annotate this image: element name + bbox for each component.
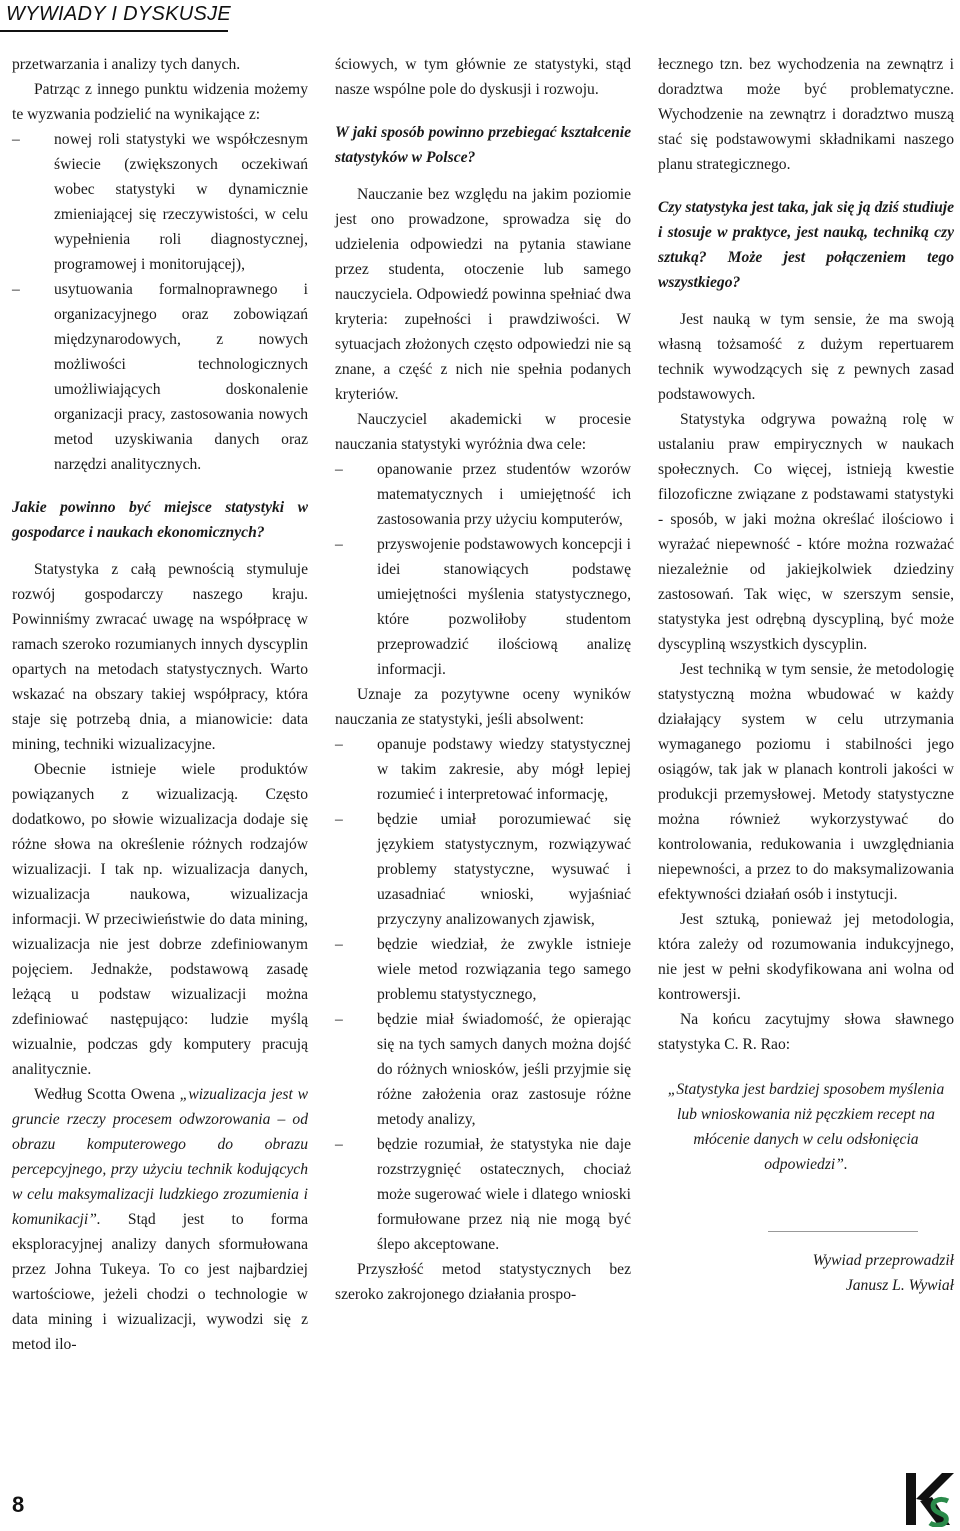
list-item <box>335 532 631 682</box>
list-item <box>335 457 631 532</box>
list-item-text: opanuje podstawy wiedzy statystycznej w takim zakresie, aby mógł lepiej rozumieć i interpretować informację, <box>377 736 631 803</box>
ks-logo <box>902 1471 954 1527</box>
paragraph: Jest sztuką, ponieważ jej metodologia, która zależy od rozumowania indukcyjnego, nie jest w pełni skodyfikowana ani wolna od kontrowersji. <box>658 911 954 1003</box>
dash-bullet: – <box>335 536 343 553</box>
list-item <box>335 1007 631 1132</box>
list-item-text: nowej roli statystyki we współczesnym świecie (zwiększonych oczekiwań wobec statystyki w dynamicznie zmieniającej się rzeczywistości, w celu wypełnienia roli diagnostycznej, programowej i monitorującej), <box>54 131 308 273</box>
list-item-text: będzie miał świadomość, że opierając się na tych samych danych można dojść do różnych wniosków, jeśli przyjmie się różne założenia oraz zastosuje różne metody analizy, <box>377 1011 631 1128</box>
page-number: 8 <box>12 1492 25 1517</box>
list-item-text: będzie umiał porozumiewać się językiem statystycznym, rozwiązywać problemy statystyczne, wysuwać i uzasadniać wnioski, wyjaśniać przyczyny analizowanych zjawisk, <box>377 811 631 928</box>
interview-question: Czy statystyka jest taka, jak się ją dziś studiuje i stosuje w praktyce, jest nauką, techniką czy sztuką? Może jest połączeniem tego wszystkiego? <box>658 199 954 291</box>
section-title: WYWIADY I DYSKUSJE <box>6 3 232 25</box>
dash-bullet: – <box>335 1011 343 1028</box>
signature-line-1: Wywiad przeprowadził <box>812 1252 954 1269</box>
paragraph: Uznaje za pozytywne oceny wyników nauczania ze statystyki, jeśli absolwent: <box>335 686 631 728</box>
list-item-text: przyswojenie podstawowych koncepcji i idei stanowiących podstawę umiejętności myślenia statystycznego, które pozwoliłoby studentom przeprowadzić ilościową analizę informacji. <box>377 536 631 678</box>
interview-question: Jakie powinno być miejsce statystyki w gospodarce i naukach ekonomicznych? <box>12 499 308 541</box>
paragraph <box>12 1082 308 1357</box>
paragraph: ściowych, w tym głównie ze statystyki, stąd nasze wspólne pole do dyskusji i rozwoju. <box>335 56 631 98</box>
dash-bullet: – <box>335 736 343 753</box>
paragraph: Na końcu zacytujmy słowa sławnego statystyka C. R. Rao: <box>658 1011 954 1053</box>
dash-bullet: – <box>335 811 343 828</box>
paragraph: Jest nauką w tym sensie, że ma swoją własną tożsamość z dużym repertuarem technik wywodzących się z pewnych zasad podstawowych. <box>658 311 954 403</box>
dash-bullet: – <box>12 131 20 148</box>
dash-bullet: – <box>335 936 343 953</box>
dash-bullet: – <box>335 1136 343 1153</box>
section-header <box>0 0 960 36</box>
header-underline <box>0 30 228 32</box>
rao-quote: „Statystyka jest bardziej sposobem myślenia lub wnioskowania niż pęczkiem recept na młócenie danych w celu odsłonięcia odpowiedzi”. <box>667 1081 945 1173</box>
paragraph: łecznego tzn. bez wychodzenia na zewnątrz i doradztwa może być problematyczne. Wychodzenie na zewnątrz i doradztwo muszą stać się podstawowymi składnikami naszego planu strategicznego. <box>658 56 954 173</box>
paragraph: Patrząc z innego punktu widzenia możemy te wyzwania podzielić na wynikające z: <box>12 81 308 123</box>
list-item-text: będzie wiedział, że zwykle istnieje wiele metod rozwiązania tego samego problemu statystycznego, <box>377 936 631 1003</box>
paragraph: Jest techniką w tym sensie, że metodologię statystyczną można wbudować w każdy działający system w celu utrzymania wymaganego poziomu i stabilności jego osiągów, tak jak w planach kontroli jakości w produkcji przemysłowej. Metody statystyczne można również wykorzystywać do kontrolowania, redukowania i uwzględniania niepewności, a przez to do maksymalizowania efektywności działań osób i instytucji. <box>658 661 954 903</box>
column-1 <box>12 52 308 1357</box>
list-item <box>12 127 308 277</box>
dash-bullet: – <box>335 461 343 478</box>
interview-question: W jaki sposób powinno przebiegać kształcenie statystyków w Polsce? <box>335 124 631 166</box>
column-2 <box>335 52 631 1307</box>
list-item-text: usytuowania formalnoprawnego i organizacyjnego oraz zobowiązań międzynarodowych, z nowych możliwości technologicznych umożliwiających doskonalenie organizacji pracy, zastosowania nowych metod uzyskiwania danych oraz narzędzi analitycznych. <box>54 281 308 473</box>
paragraph: przetwarzania i analizy tych danych. <box>12 56 241 73</box>
paragraph-lead: Według Scotta Owena <box>34 1086 180 1103</box>
list-item <box>12 277 308 477</box>
list-item <box>335 807 631 932</box>
paragraph: Statystyka odgrywa poważną rolę w ustalaniu praw empirycznych w naukach społecznych. Co więcej, istnieją kwestie filozoficzne związane z podstawami statystyki - sposób, w jaki można określać ilościowo i wyrażać niepewność - które można rozważać niezależnie od jakiejkolwiek dziedziny zastosowań. Tak więc, w szerszym sensie, statystyka jest odrębną dyscypliną, być może dyscypliną wszystkich dyscyplin. <box>658 411 954 653</box>
list-item-text: opanowanie przez studentów wzorów matematycznych i umiejętność ich zastosowania przy użyciu komputerów, <box>377 461 631 528</box>
list-item <box>335 732 631 807</box>
column-3 <box>658 52 954 1298</box>
paragraph: Nauczanie bez względu na jakim poziomie jest ono prowadzone, sprowadza się do udzielenia odpowiedzi na pytania stawiane przez studenta, otoczenie lub samego nauczyciela. Odpowiedź powinna spełniać dwa kryteria: zupełności i prawdziwości. W sytuacjach złożonych często odpowiedzi nie są znane, a część z nich nie spełnia podanych kryteriów. <box>335 186 631 403</box>
paragraph-tail: Stąd jest to forma eksploracyjnej analizy danych sformułowana przez Johna Tukeya. To co jest najbardziej wartościowe, jeżeli chodzi o technologie w data mining i wizualizacji, wywodzi się z metod ilo- <box>12 1211 308 1353</box>
owen-quote: „wizualizacja jest w gruncie rzeczy procesem odwzorowania – od obrazu komputerowego do obrazu percepcyjnego, przy użyciu technik kodujących w celu maksymalizacji ludzkiego zrozumienia i komunikacji”. <box>12 1086 308 1228</box>
signature-author: Janusz L. Wywiał <box>845 1277 954 1294</box>
paragraph: Obecnie istnieje wiele produktów powiązanych z wizualizacją. Często dodatkowo, po słowie wizualizacja dodaje się różne słowa na określenie różnych rodzajów wizualizacji. I tak np. wizualizacja danych, wizualizacja naukowa, wizualizacja informacji. W przeciwieństwie do data mining, wizualizacja nie jest dobrze zdefiniowanym pojęciem. Jednakże, podstawową zasadę leżącą u podstaw wizualizacji można zdefiniować następująco: ludzie myślą wizualnie, podczas gdy komputery pracują analitycznie. <box>12 761 308 1078</box>
dash-bullet: – <box>12 281 20 298</box>
list-item <box>335 1132 631 1257</box>
list-item-text: będzie rozumiał, że statystyka nie daje rozstrzygnięć ostatecznych, chociaż może sugerować wiele i dlatego wnioski formułowane przez nią nie mogą być ślepo akceptowane. <box>377 1136 631 1253</box>
paragraph: Nauczyciel akademicki w procesie nauczania statystyki wyróżnia dwa cele: <box>335 411 631 453</box>
list-item <box>335 932 631 1007</box>
paragraph: Statystyka z całą pewnością stymuluje rozwój gospodarczy naszego kraju. Powinniśmy zwracać uwagę na współpracę w ramach szeroko rozumianych innych dyscyplin opartych na metodach statystycznych. Warto wskazać na obszary takiej współpracy, która staje się potrzebą dnia, a mianowicie: data mining, techniki wizualizacyjne. <box>12 561 308 753</box>
signature-rule <box>768 1231 918 1232</box>
paragraph: Przyszłość metod statystycznych bez szeroko zakrojonego działania prospo- <box>335 1261 631 1303</box>
